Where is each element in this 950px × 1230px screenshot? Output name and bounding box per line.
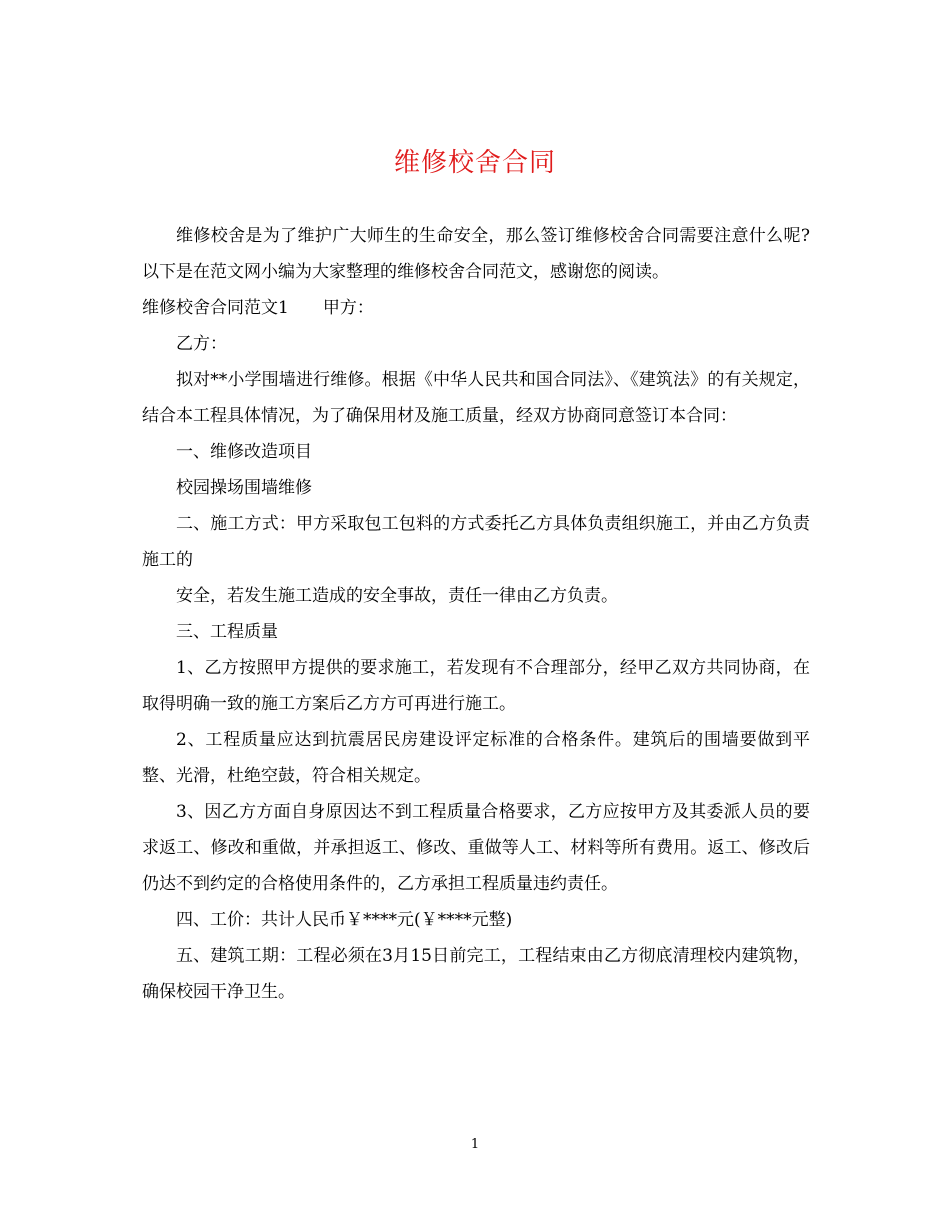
document-title: 维修校舍合同 [393, 148, 556, 178]
paragraph-party-a: 维修校舍合同范文1 甲方： [142, 298, 374, 318]
page-number: 1 [470, 1137, 480, 1152]
section-heading-project: 一、维修改造项目 [176, 442, 312, 462]
paragraph-price: 四、工价：共计人民币￥****元(￥****元整) [176, 910, 513, 930]
paragraph-preamble: 拟对**小学围墙进行维修。根据《中华人民共和国合同法》、《建筑法》的有关规定，结合本工程具体情况，为了确保用材及施工质量，经双方协商同意签订本合同： [142, 370, 810, 426]
paragraph-intro: 维修校舍是为了维护广大师生的生命安全，那么签订维修校舍合同需要注意什么呢?以下是在范文网小编为大家整理的维修校舍合同范文，感谢您的阅读。 [142, 226, 810, 282]
section-heading-quality: 三、工程质量 [176, 622, 278, 642]
paragraph-project: 校园操场围墙维修 [176, 478, 312, 498]
paragraph-construction-method: 二、施工方式：甲方采取包工包料的方式委托乙方具体负责组织施工，并由乙方负责施工的 [142, 514, 810, 570]
paragraph-party-b: 乙方： [176, 334, 227, 354]
paragraph-quality-2: 2、工程质量应达到抗震居民房建设评定标准的合格条件。建筑后的围墙要做到平整、光滑，杜绝空鼓，符合相关规定。 [142, 730, 810, 786]
document-body [142, 218, 810, 1010]
paragraph-quality-3: 3、因乙方方面自身原因达不到工程质量合格要求，乙方应按甲方及其委派人员的要求返工、修改和重做，并承担返工、修改、重做等人工、材料等所有费用。返工、修改后仍达不到约定的合格使用条件的，乙方承担工程质量违约责任。 [142, 802, 810, 894]
paragraph-safety: 安全，若发生施工造成的安全事故，责任一律由乙方负责。 [176, 586, 618, 606]
paragraph-schedule: 五、建筑工期：工程必须在3月15日前完工，工程结束由乙方彻底清理校内建筑物，确保校园干净卫生。 [142, 946, 810, 1002]
paragraph-quality-1: 1、乙方按照甲方提供的要求施工，若发现有不合理部分，经甲乙双方共同协商，在取得明确一致的施工方案后乙方方可再进行施工。 [142, 658, 810, 714]
